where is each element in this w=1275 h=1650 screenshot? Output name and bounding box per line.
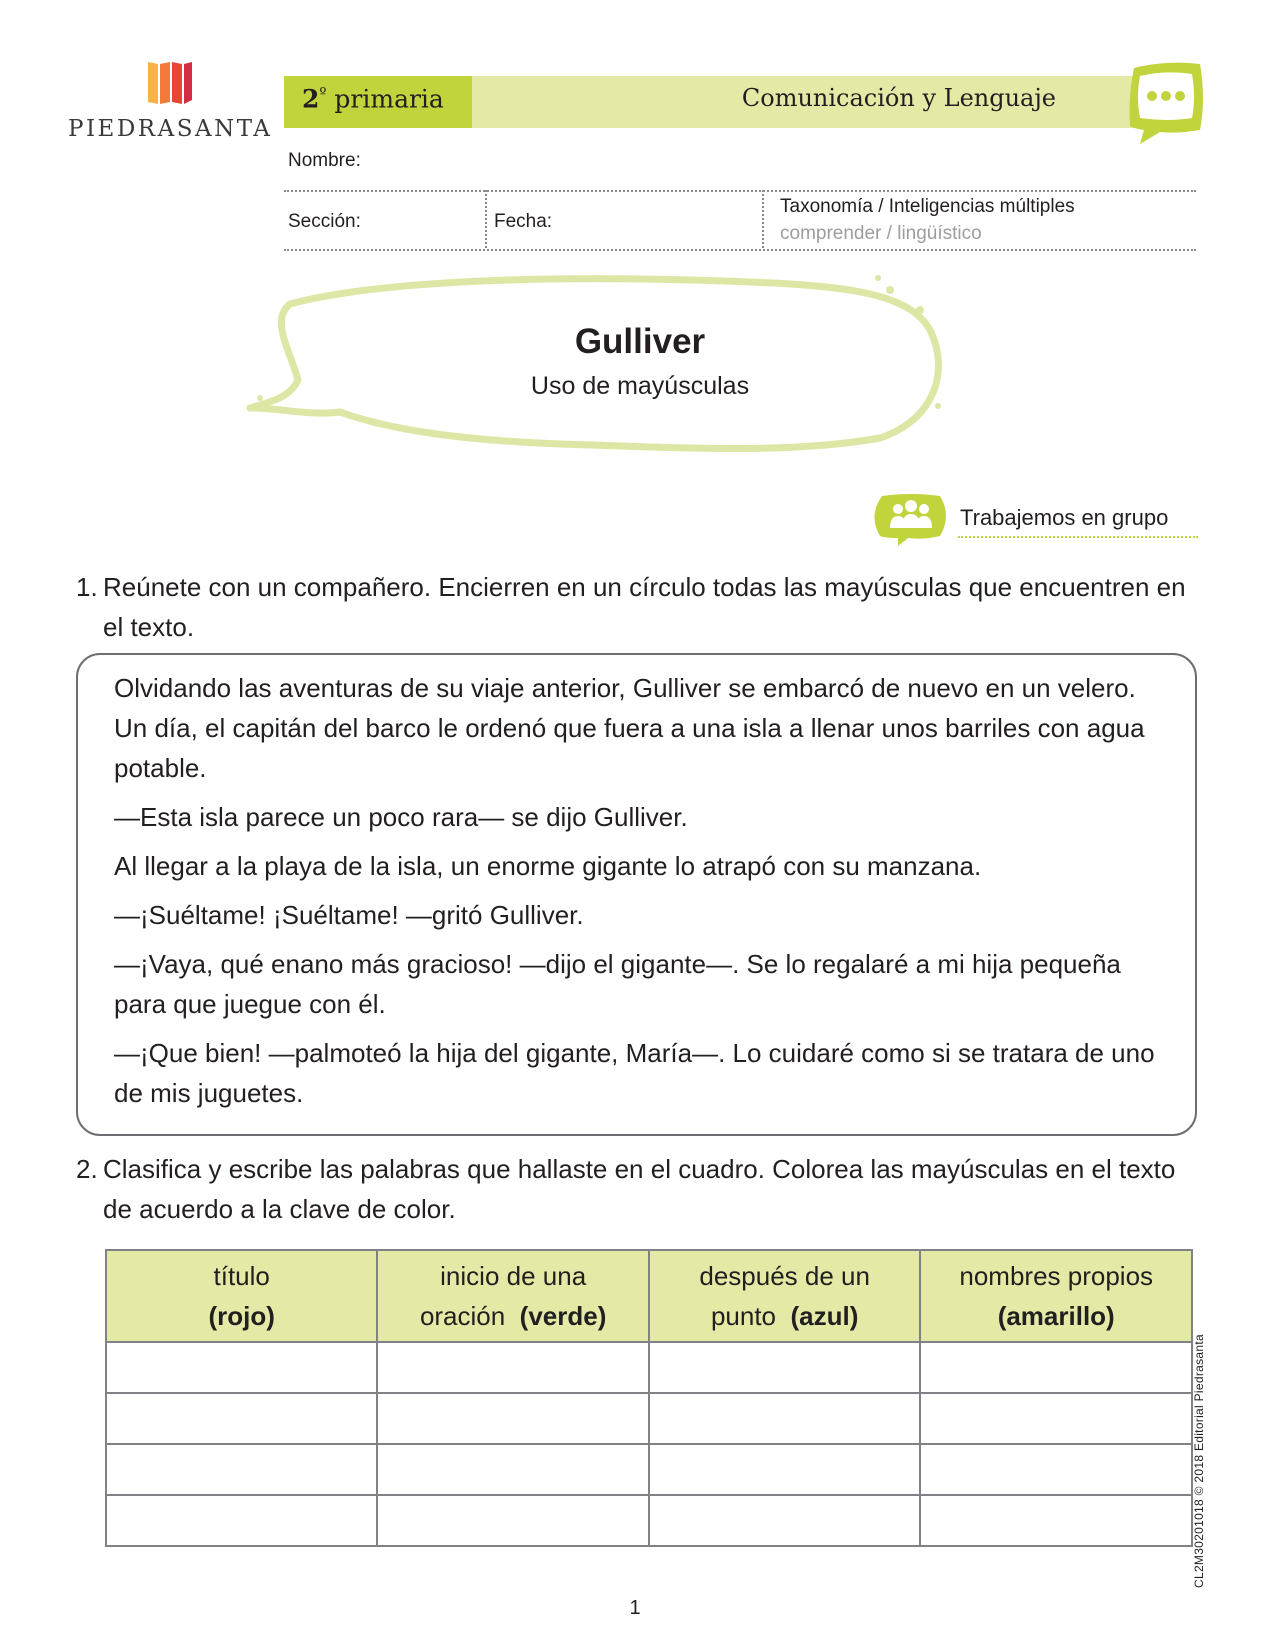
brand-name: PIEDRASANTA [68,116,273,142]
grade-badge [284,76,472,128]
instruction-2 [76,1149,1186,1229]
grade-number: 2 [302,84,320,114]
classification-table [105,1249,1193,1547]
group-work-underline [958,536,1198,538]
answer-cell[interactable] [377,1393,648,1444]
color-key-green: (verde) [519,1301,607,1331]
field-divider [485,190,487,248]
column-header-title [106,1250,377,1342]
story-paragraph: —Esta isla parece un poco rara— se dijo Gulliver. [114,802,688,832]
table-row [106,1342,1192,1393]
page-subtitle: Uso de mayúsculas [530,372,750,400]
header-text: nombres propios [959,1261,1154,1291]
color-key-blue: (azul) [790,1301,859,1331]
header-text: inicio de una [440,1261,587,1291]
answer-cell[interactable] [377,1495,648,1546]
book-logo-icon [144,60,196,108]
answer-cell[interactable] [106,1444,377,1495]
column-header-proper-nouns [920,1250,1192,1342]
instruction-1 [76,567,1186,647]
page-title: Gulliver [574,322,706,361]
header-text: título [213,1261,270,1291]
column-header-sentence-start [377,1250,648,1342]
piedrasanta-logo [68,60,273,150]
name-field-line[interactable] [284,190,1196,192]
answer-cell[interactable] [920,1444,1192,1495]
group-work-label: Trabajemos en grupo [960,505,1169,530]
story-paragraph: —¡Suéltame! ¡Suéltame! —gritó Gulliver. [114,900,584,930]
taxonomy-title: Taxonomía / Inteligencias múltiples [780,196,1075,217]
answer-cell[interactable] [920,1495,1192,1546]
title-bubble-shape [230,270,990,460]
taxonomy-value: comprender / lingüístico [780,223,982,244]
subject-band [472,76,1172,128]
speech-bubble-icon [1126,60,1206,146]
page-number: 1 [629,1597,641,1619]
grade-label: primaria [334,84,444,114]
subject-title: Comunicación y Lenguaje [741,84,1056,112]
group-icon [868,492,954,548]
answer-cell[interactable] [649,1342,921,1393]
story-paragraph: Olvidando las aventuras de su viaje anterior, Gulliver se embarcó de nuevo en un velero. Un día, el capitán del barco le ordenó que fuera a una isla a llenar unos barriles con agua potable. [114,673,1145,783]
header-text: punto [710,1301,777,1331]
instruction-text: Reúnete con un compañero. Encierren en un círculo todas las mayúsculas que encuentren en el texto. [103,572,1186,642]
color-key-yellow: (amarillo) [997,1301,1115,1331]
name-label: Nombre: [288,150,361,171]
answer-cell[interactable] [649,1444,921,1495]
fields-bottom-line [284,249,1196,251]
answer-cell[interactable] [377,1342,648,1393]
answer-cell[interactable] [106,1393,377,1444]
table-header-row [106,1250,1192,1342]
column-header-after-period [649,1250,921,1342]
grade-ordinal: º [319,84,327,102]
table-row [106,1444,1192,1495]
answer-cell[interactable] [920,1342,1192,1393]
answer-cell[interactable] [649,1495,921,1546]
story-paragraph: —¡Que bien! —palmoteó la hija del gigante, María—. Lo cuidaré como si se tratara de uno de mis juguetes. [114,1038,1155,1108]
copyright-code: CL2M30201018 © 2018 Editorial Piedrasanta [1192,1334,1206,1588]
instruction-number: 1. [76,572,98,602]
field-divider [762,190,764,248]
answer-cell[interactable] [920,1393,1192,1444]
story-text [114,668,1174,1122]
header-text: oración [419,1301,506,1331]
table-row [106,1495,1192,1546]
color-key-red: (rojo) [208,1301,275,1331]
header-text: después de un [699,1261,870,1291]
answer-cell[interactable] [106,1495,377,1546]
instruction-number: 2. [76,1154,98,1184]
story-paragraph: Al llegar a la playa de la isla, un enorme gigante lo atrapó con su manzana. [114,851,982,881]
instruction-text: Clasifica y escribe las palabras que hallaste en el cuadro. Colorea las mayúsculas en el texto de acuerdo a la clave de color. [103,1154,1176,1224]
answer-cell[interactable] [649,1393,921,1444]
answer-cell[interactable] [106,1342,377,1393]
table-row [106,1393,1192,1444]
story-paragraph: —¡Vaya, qué enano más gracioso! —dijo el gigante—. Se lo regalaré a mi hija pequeña para que juegue con él. [114,949,1121,1019]
answer-cell[interactable] [377,1444,648,1495]
section-label: Sección: [288,211,361,232]
date-label: Fecha: [494,211,553,232]
